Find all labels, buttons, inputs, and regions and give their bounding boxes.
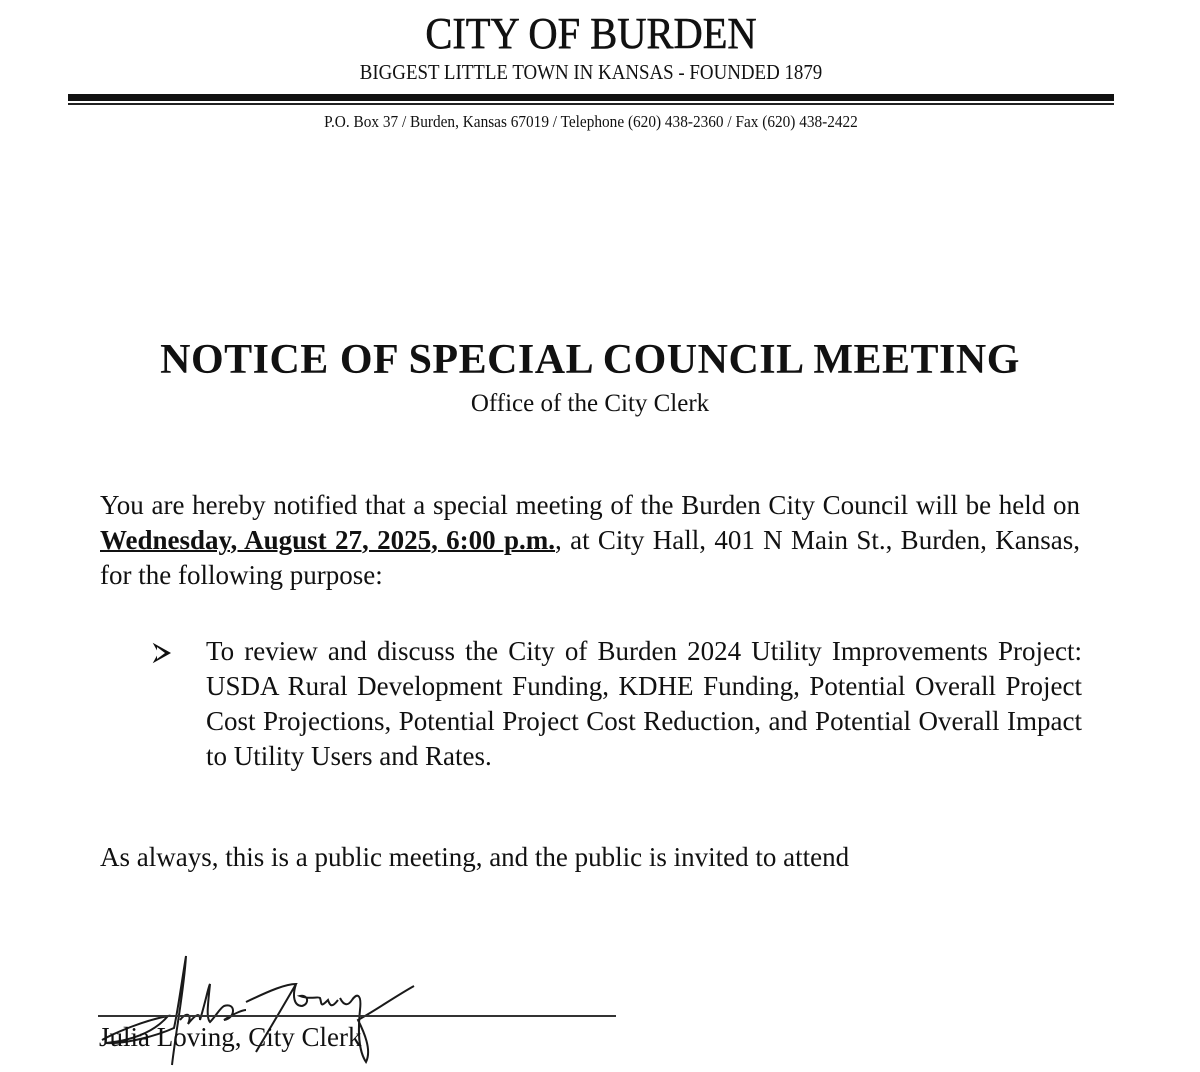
meeting-datetime: Wednesday, August 27, 2025, 6:00 p.m. bbox=[100, 525, 556, 555]
letterhead-address: P.O. Box 37 / Burden, Kansas 67019 / Telephone (620) 438-2360 / Fax (620) 438-2422 bbox=[324, 112, 858, 131]
intro-text-continued: , at City Hall, 401 N Main St., Burden, Kansas, for the following purpose: bbox=[100, 525, 1080, 590]
notice-paragraph bbox=[100, 488, 1080, 593]
letterhead-title: CITY OF BURDEN bbox=[425, 9, 757, 58]
intro-text: You are hereby notified that a special meeting of the Burden City Council will be held on bbox=[100, 490, 1080, 520]
notice-subtitle: Office of the City Clerk bbox=[470, 390, 710, 417]
closing-paragraph: As always, this is a public meeting, and the public is invited to attend bbox=[100, 842, 850, 872]
notice-title: NOTICE OF SPECIAL COUNCIL MEETING bbox=[160, 337, 1020, 383]
letterhead-rule-thick bbox=[68, 94, 1114, 101]
signature-line bbox=[98, 1015, 616, 1017]
signer-name: Julia Loving, City Clerk bbox=[99, 1022, 362, 1052]
arrow-bullet-icon bbox=[152, 634, 206, 774]
letterhead-rule-thin bbox=[68, 103, 1114, 105]
letterhead-tagline: BIGGEST LITTLE TOWN IN KANSAS - FOUNDED 1879 bbox=[359, 60, 823, 84]
purpose-list-item bbox=[152, 634, 1082, 774]
purpose-text: To review and discuss the City of Burden 2024 Utility Improvements Project: USDA Rural Development Funding, KDHE Funding, Potential Overall Project Cost Projections, Potential Project Cost Reduction, and Potential Overall Impact to Utility Users and Rates. bbox=[206, 636, 1082, 771]
